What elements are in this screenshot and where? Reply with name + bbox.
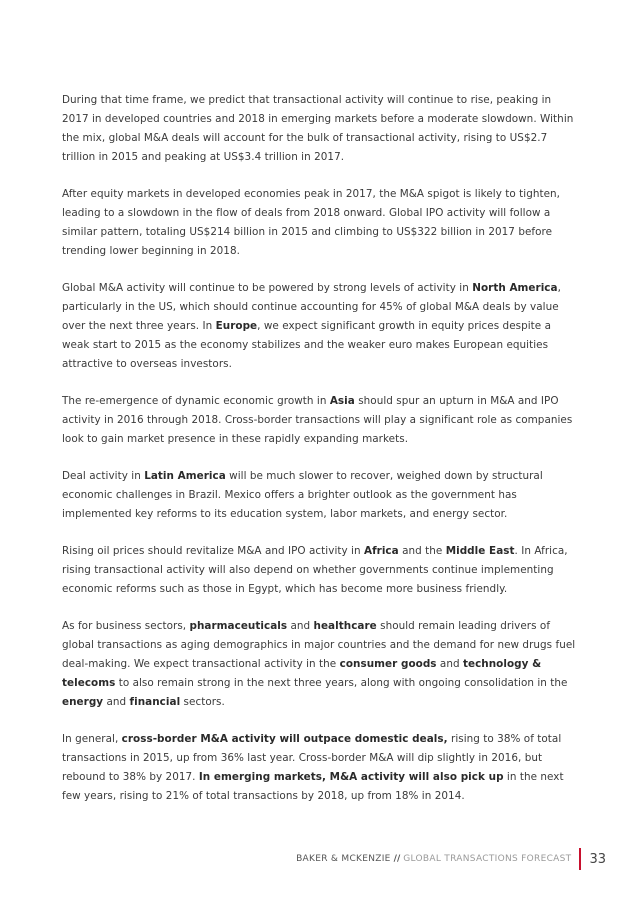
article-body bbox=[62, 91, 577, 824]
paragraph bbox=[62, 617, 577, 712]
paragraph-text: After equity markets in developed economies peak in 2017, the M&A spigot is likely to tighten, leading to a slowdown in the flow of deals from 2018 onward. Global IPO activity will follow a similar pattern, totaling US$214 billion in 2015 and climbing to US$322 billion in 2017 before trending lower beginning in 2018. bbox=[62, 188, 561, 257]
paragraph bbox=[62, 392, 577, 449]
footer-publication-title: GLOBAL TRANSACTIONS FORECAST bbox=[403, 854, 572, 864]
paragraph-text: sectors. bbox=[180, 696, 225, 708]
paragraph-text: in the next few years, rising to 21% of total transactions by 2018, up from 18% in 2014. bbox=[62, 771, 564, 802]
paragraph-text: and the bbox=[398, 545, 446, 557]
paragraph-text: Global M&A activity will continue to be powered by strong levels of activity in bbox=[62, 282, 473, 294]
page-footer bbox=[296, 848, 606, 870]
paragraph-text: to also remain strong in the next three years, along with ongoing consolidation in the bbox=[115, 677, 568, 689]
paragraph bbox=[62, 467, 577, 524]
paragraph-text: should remain leading drivers of global transactions as aging demographics in major countries and the demand for new drugs fuel deal-making. We expect transactional activity in the bbox=[62, 620, 576, 670]
emphasis-text: pharmaceuticals bbox=[189, 620, 288, 632]
paragraph-text: rising to 38% of total transactions in 2015, up from 36% last year. Cross-border M&A will dip slightly in 2016, but rebound to 38% by 2017. bbox=[62, 733, 562, 783]
paragraph-text: Rising oil prices should revitalize M&A and IPO activity in bbox=[62, 545, 364, 557]
emphasis-text: In emerging markets, M&A activity will also pick up bbox=[198, 771, 504, 783]
paragraph-text: During that time frame, we predict that transactional activity will continue to rise, peaking in 2017 in developed countries and 2018 in emerging markets before a moderate slowdown. Within the mix, global M&A deals will account for the bulk of transactional activity, rising to US$2.7 trillion in 2015 and peaking at US$3.4 trillion in 2017. bbox=[62, 94, 574, 163]
emphasis-text: Africa bbox=[363, 545, 399, 557]
emphasis-text: cross-border M&A activity will outpace domestic deals, bbox=[121, 733, 448, 745]
emphasis-text: Latin America bbox=[144, 470, 226, 482]
paragraph-text: As for business sectors, bbox=[62, 620, 190, 632]
paragraph-text: and bbox=[287, 620, 314, 632]
paragraph-text: The re-emergence of dynamic economic growth in bbox=[62, 395, 330, 407]
emphasis-text: Middle East bbox=[445, 545, 515, 557]
paragraph-text: should spur an upturn in M&A and IPO activity in 2016 through 2018. Cross-border transactions will play a significant role as companies look to gain market presence in these rapidly expanding markets. bbox=[62, 395, 573, 445]
page-number: 33 bbox=[589, 851, 606, 867]
emphasis-text: Europe bbox=[215, 320, 258, 332]
paragraph-text: . In Africa, rising transactional activity will also depend on whether governments continue implementing economic reforms such as those in Egypt, which has become more business friendly. bbox=[62, 545, 568, 595]
paragraph-text: Deal activity in bbox=[62, 470, 145, 482]
paragraph-text: In general, bbox=[62, 733, 122, 745]
emphasis-text: financial bbox=[129, 696, 181, 708]
paragraph-text: , particularly in the US, which should continue accounting for 45% of global M&A deals by value over the next three years. In bbox=[62, 282, 561, 332]
emphasis-text: technology & telecoms bbox=[62, 658, 542, 689]
emphasis-text: energy bbox=[62, 696, 104, 708]
paragraph bbox=[62, 542, 577, 599]
paragraph bbox=[62, 185, 577, 261]
emphasis-text: consumer goods bbox=[339, 658, 437, 670]
footer-brand: BAKER & MCKENZIE bbox=[296, 854, 391, 864]
emphasis-text: Asia bbox=[329, 395, 355, 407]
footer-divider bbox=[579, 848, 581, 870]
paragraph-text: and bbox=[103, 696, 130, 708]
emphasis-text: healthcare bbox=[313, 620, 377, 632]
paragraph-text: , we expect significant growth in equity prices despite a weak start to 2015 as the economy stabilizes and the weaker euro makes European equities attractive to overseas investors. bbox=[62, 320, 552, 370]
paragraph bbox=[62, 279, 577, 374]
paragraph bbox=[62, 91, 577, 167]
paragraph-text: and bbox=[436, 658, 463, 670]
paragraph bbox=[62, 730, 577, 806]
emphasis-text: North America bbox=[472, 282, 558, 294]
footer-separator: // bbox=[393, 854, 401, 864]
paragraph-text: will be much slower to recover, weighed down by structural economic challenges in Brazil. Mexico offers a brighter outlook as the government has implemented key reforms to its education system, labor markets, and energy sector. bbox=[62, 470, 543, 520]
